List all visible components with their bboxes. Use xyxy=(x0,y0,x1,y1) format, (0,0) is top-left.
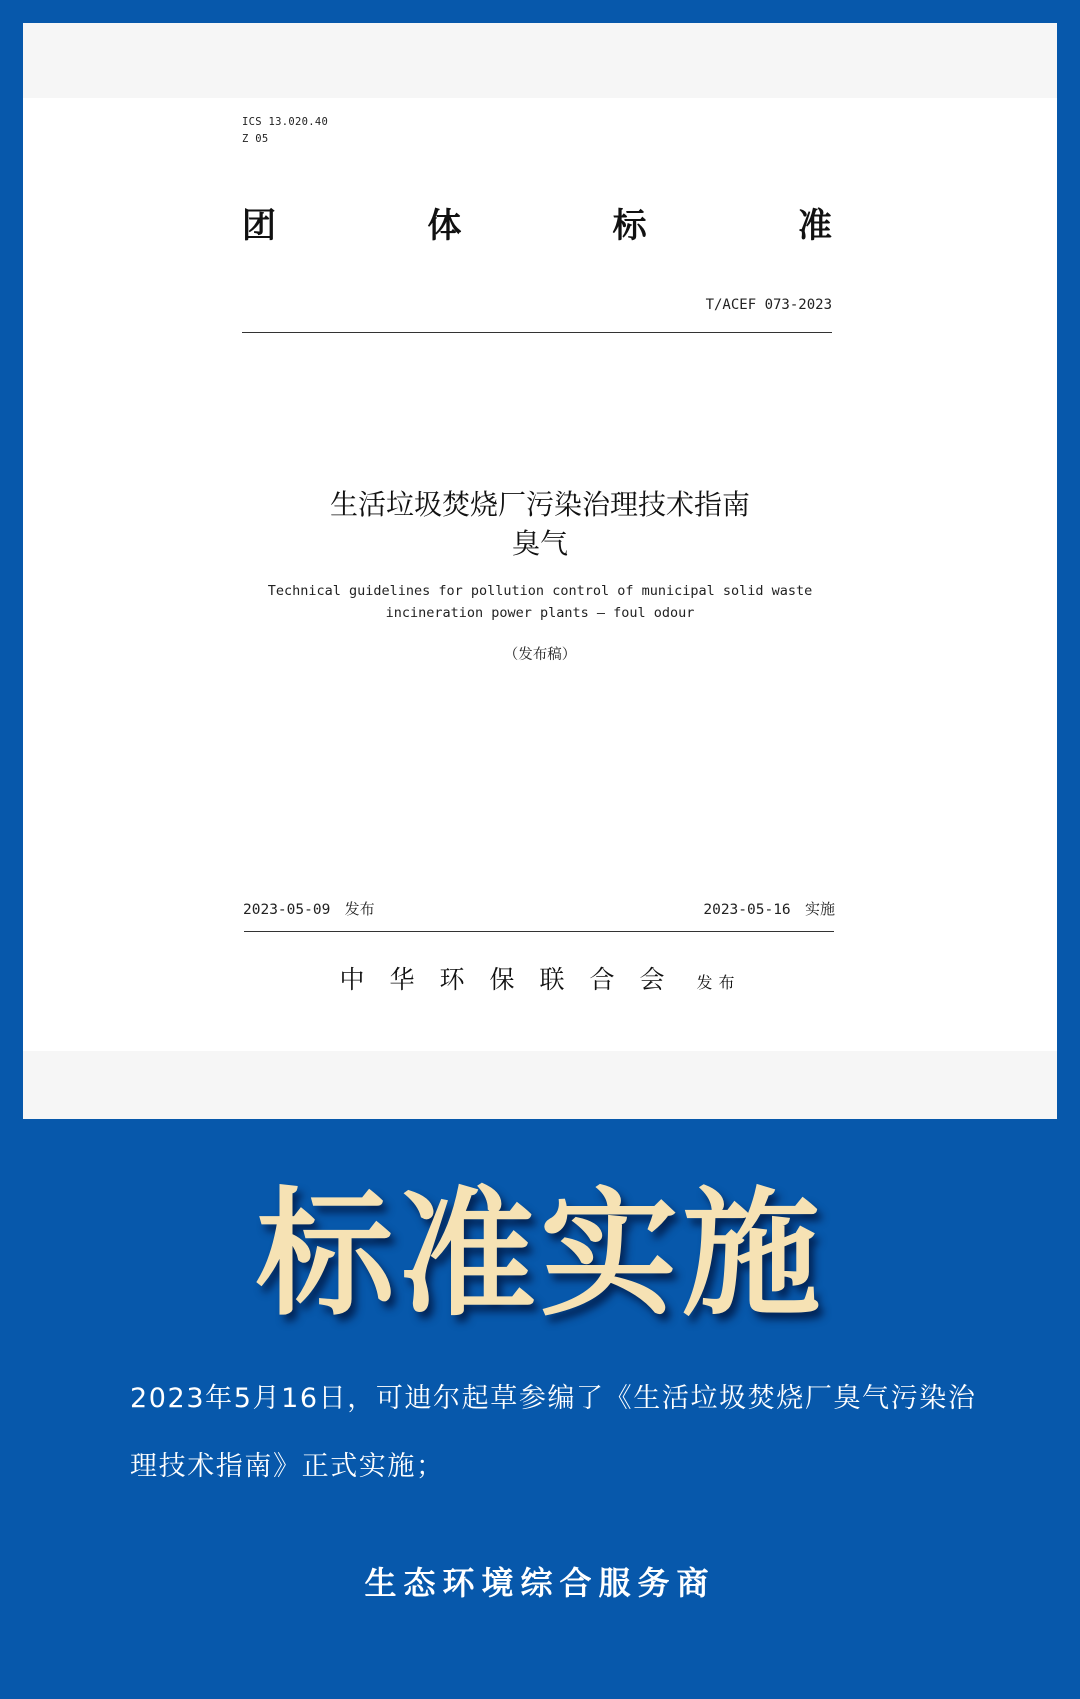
issue-date-value: 2023-05-09 xyxy=(243,902,331,918)
document-frame xyxy=(23,23,1057,1119)
bottom-divider xyxy=(244,931,834,932)
impl-date-value: 2023-05-16 xyxy=(703,902,791,918)
classification-code: Z 05 xyxy=(242,133,269,145)
doc-type-heading xyxy=(242,198,832,247)
standard-number: T/ACEF 073-2023 xyxy=(705,297,832,313)
description: 2023年5月16日，可迪尔起草参编了《生活垃圾焚烧厂臭气污染治理技术指南》正式实施； xyxy=(130,1383,977,1482)
publisher-action: 发布 xyxy=(696,973,741,992)
top-divider xyxy=(242,332,832,333)
doc-type-char: 体 xyxy=(427,206,462,246)
ics-code: ICS 13.020.40 xyxy=(242,116,329,128)
publisher-line xyxy=(23,960,1057,996)
title-en-line2: incineration power plants — foul odour xyxy=(385,605,695,621)
doc-type-char: 标 xyxy=(612,206,647,246)
doc-type-char: 团 xyxy=(242,206,276,246)
standard-cover-page xyxy=(23,98,1057,1051)
impl-date-label: 实施 xyxy=(804,900,835,918)
headline: 标准实施 xyxy=(255,1174,824,1335)
title-cn-line1: 生活垃圾焚烧厂污染治理技术指南 xyxy=(329,488,750,521)
company-tagline: 生态环境综合服务商 xyxy=(364,1564,716,1602)
title-en-line1: Technical guidelines for pollution control of municipal solid waste xyxy=(267,583,813,599)
issue-date xyxy=(243,898,375,919)
doc-type-char: 准 xyxy=(797,206,832,246)
title-cn-line2: 臭气 xyxy=(511,527,568,560)
implementation-date xyxy=(703,898,835,919)
publisher-name: 中华环保联合会 xyxy=(339,965,690,994)
draft-status: （发布稿） xyxy=(503,647,577,663)
issue-date-label: 发布 xyxy=(344,900,375,918)
